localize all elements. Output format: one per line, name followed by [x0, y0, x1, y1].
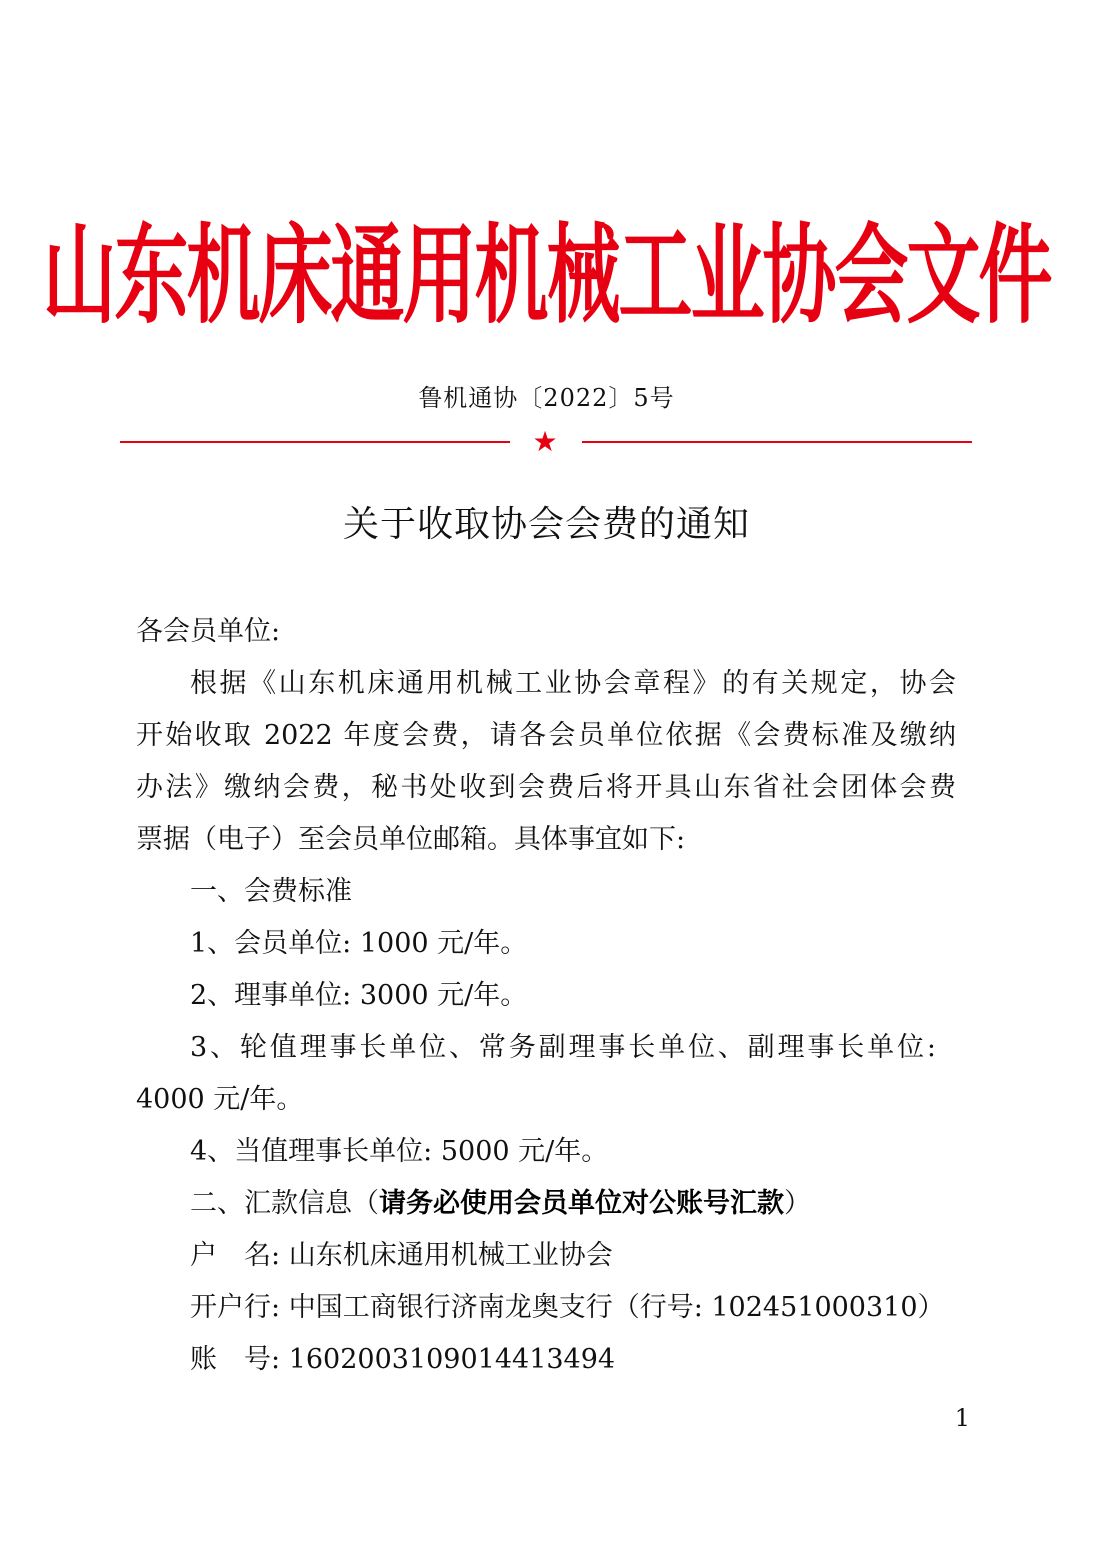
- star-icon: ★: [532, 425, 558, 458]
- account-name-label: 户 名:: [190, 1240, 281, 1271]
- fee-item-director: 2、理事单位: 3000 元/年。: [190, 980, 528, 1011]
- section2-emphasis: 请务必使用会员单位对公账号汇款: [379, 1188, 784, 1219]
- account-name-value: 山东机床通用机械工业协会: [288, 1240, 613, 1271]
- bank-value: 中国工商银行济南龙奥支行（行号: 102451000310）: [288, 1292, 945, 1323]
- page-number: 1: [954, 1404, 970, 1432]
- paragraph-line-1: 根据《山东机床通用机械工业协会章程》的有关规定，协会: [190, 668, 956, 699]
- salutation: 各会员单位:: [136, 616, 281, 647]
- fee-item-vice-chair-amount: 4000 元/年。: [136, 1084, 304, 1115]
- masthead-title: 山东机床通用机械工业协会文件: [42, 213, 1051, 339]
- account-number-value: 1602003109014413494: [288, 1344, 616, 1375]
- fee-item-vice-chair: 3、轮值理事长单位、常务副理事长单位、副理事长单位:: [190, 1032, 936, 1063]
- account-number-label: 账 号:: [190, 1344, 281, 1375]
- fee-item-member: 1、会员单位: 1000 元/年。: [190, 928, 528, 959]
- section2-prefix: 二、汇款信息（: [190, 1188, 379, 1219]
- section2-heading: [190, 1184, 811, 1224]
- fee-item-chair: 4、当值理事长单位: 5000 元/年。: [190, 1136, 609, 1167]
- bank-row: [190, 1288, 945, 1328]
- notice-title: 关于收取协会会费的通知: [342, 504, 750, 545]
- section2-suffix: ）: [784, 1188, 811, 1219]
- paragraph-line-4: 票据（电子）至会员单位邮箱。具体事宜如下:: [136, 824, 686, 855]
- document-number: 鲁机通协〔2022〕5号: [418, 384, 675, 412]
- section1-heading: 一、会费标准: [190, 876, 352, 907]
- bank-label: 开户行:: [190, 1292, 281, 1323]
- account-number-row: [190, 1340, 615, 1380]
- red-divider-left: [120, 441, 510, 443]
- account-name-row: [190, 1236, 613, 1276]
- paragraph-line-2: 开始收取 2022 年度会费，请各会员单位依据《会费标准及缴纳: [136, 720, 956, 751]
- red-divider-right: [582, 441, 972, 443]
- paragraph-line-3: 办法》缴纳会费，秘书处收到会费后将开具山东省社会团体会费: [136, 772, 956, 803]
